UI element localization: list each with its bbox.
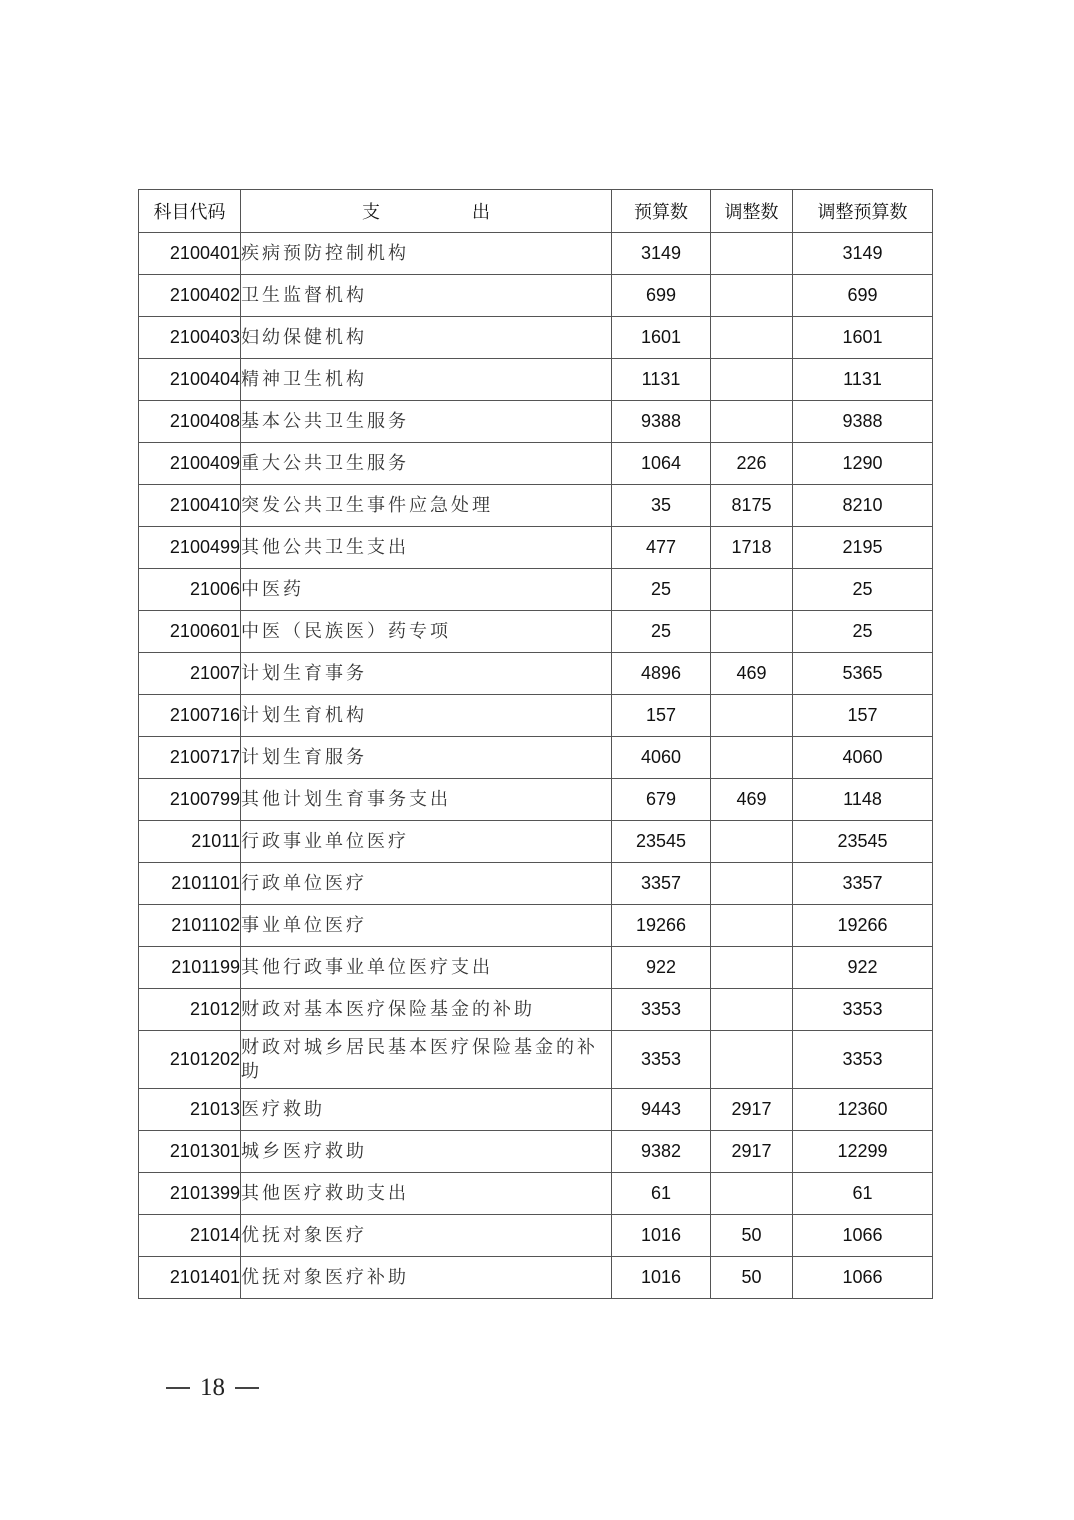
expense-name-cell: 卫生监督机构 [241, 275, 612, 317]
adjusted-budget-cell: 922 [793, 947, 933, 989]
budget-cell: 1064 [612, 443, 711, 485]
budget-cell: 23545 [612, 821, 711, 863]
adjusted-budget-cell: 1290 [793, 443, 933, 485]
table-row [139, 1215, 933, 1257]
table-row [139, 1173, 933, 1215]
header-adjusted-budget: 调整预算数 [793, 190, 933, 233]
adjustment-cell [711, 1031, 793, 1089]
expense-name-cell: 财政对城乡居民基本医疗保险基金的补助 [241, 1031, 612, 1089]
table-row [139, 611, 933, 653]
adjusted-budget-cell: 699 [793, 275, 933, 317]
table-row [139, 233, 933, 275]
expense-name-cell: 事业单位医疗 [241, 905, 612, 947]
adjustment-cell [711, 989, 793, 1031]
table-row [139, 443, 933, 485]
left-dash [166, 1387, 190, 1389]
page-number: 18 [200, 1374, 225, 1401]
code-cell: 21007 [139, 653, 241, 695]
adjustment-cell: 2917 [711, 1131, 793, 1173]
budget-cell: 922 [612, 947, 711, 989]
adjusted-budget-cell: 25 [793, 569, 933, 611]
table-row [139, 1257, 933, 1299]
table-row [139, 359, 933, 401]
table-row [139, 863, 933, 905]
code-cell: 2100601 [139, 611, 241, 653]
budget-cell: 9388 [612, 401, 711, 443]
budget-cell: 9443 [612, 1089, 711, 1131]
adjusted-budget-cell: 3149 [793, 233, 933, 275]
table-row [139, 1131, 933, 1173]
code-cell: 21014 [139, 1215, 241, 1257]
code-cell: 2101202 [139, 1031, 241, 1089]
adjustment-cell [711, 695, 793, 737]
right-dash [235, 1387, 259, 1389]
expense-name-cell: 财政对基本医疗保险基金的补助 [241, 989, 612, 1031]
budget-cell: 25 [612, 569, 711, 611]
budget-cell: 4896 [612, 653, 711, 695]
expense-name-cell: 城乡医疗救助 [241, 1131, 612, 1173]
expense-name-cell: 突发公共卫生事件应急处理 [241, 485, 612, 527]
expense-name-cell: 其他行政事业单位医疗支出 [241, 947, 612, 989]
adjusted-budget-cell: 5365 [793, 653, 933, 695]
adjustment-cell [711, 821, 793, 863]
expense-name-cell: 中医（民族医）药专项 [241, 611, 612, 653]
budget-cell: 19266 [612, 905, 711, 947]
budget-cell: 3357 [612, 863, 711, 905]
header-adjustment: 调整数 [711, 190, 793, 233]
table-row [139, 485, 933, 527]
expense-name-cell: 其他计划生育事务支出 [241, 779, 612, 821]
code-cell: 2100401 [139, 233, 241, 275]
budget-cell: 3353 [612, 1031, 711, 1089]
budget-cell: 9382 [612, 1131, 711, 1173]
budget-cell: 3149 [612, 233, 711, 275]
expense-name-cell: 疾病预防控制机构 [241, 233, 612, 275]
header-expense-char-2: 出 [472, 202, 490, 222]
code-cell: 2100408 [139, 401, 241, 443]
table-row [139, 905, 933, 947]
code-cell: 2101401 [139, 1257, 241, 1299]
adjusted-budget-cell: 23545 [793, 821, 933, 863]
budget-cell: 1016 [612, 1257, 711, 1299]
budget-cell: 477 [612, 527, 711, 569]
code-cell: 2100499 [139, 527, 241, 569]
adjusted-budget-cell: 3353 [793, 1031, 933, 1089]
adjustment-cell [711, 359, 793, 401]
adjustment-cell: 226 [711, 443, 793, 485]
table-header-row [139, 190, 933, 233]
budget-cell: 1131 [612, 359, 711, 401]
expense-name-cell: 优抚对象医疗补助 [241, 1257, 612, 1299]
adjustment-cell: 50 [711, 1215, 793, 1257]
code-cell: 21013 [139, 1089, 241, 1131]
adjustment-cell [711, 905, 793, 947]
adjusted-budget-cell: 3357 [793, 863, 933, 905]
adjustment-cell [711, 737, 793, 779]
header-expense [241, 190, 612, 233]
adjusted-budget-cell: 12360 [793, 1089, 933, 1131]
code-cell: 2100716 [139, 695, 241, 737]
page-footer [166, 1374, 259, 1402]
adjusted-budget-cell: 1131 [793, 359, 933, 401]
budget-cell: 35 [612, 485, 711, 527]
code-cell: 2100717 [139, 737, 241, 779]
budget-cell: 1016 [612, 1215, 711, 1257]
table-row [139, 1031, 933, 1089]
adjusted-budget-cell: 2195 [793, 527, 933, 569]
code-cell: 2100410 [139, 485, 241, 527]
expense-name-cell: 重大公共卫生服务 [241, 443, 612, 485]
expense-name-cell: 基本公共卫生服务 [241, 401, 612, 443]
adjusted-budget-cell: 19266 [793, 905, 933, 947]
adjusted-budget-cell: 1066 [793, 1215, 933, 1257]
code-cell: 2101102 [139, 905, 241, 947]
code-cell: 21006 [139, 569, 241, 611]
expense-name-cell: 优抚对象医疗 [241, 1215, 612, 1257]
expense-name-cell: 行政单位医疗 [241, 863, 612, 905]
adjusted-budget-cell: 157 [793, 695, 933, 737]
budget-cell: 61 [612, 1173, 711, 1215]
code-cell: 21012 [139, 989, 241, 1031]
header-code: 科目代码 [139, 190, 241, 233]
adjustment-cell [711, 611, 793, 653]
adjusted-budget-cell: 1148 [793, 779, 933, 821]
code-cell: 2100404 [139, 359, 241, 401]
expense-name-cell: 其他医疗救助支出 [241, 1173, 612, 1215]
expense-name-cell: 妇幼保健机构 [241, 317, 612, 359]
expense-name-cell: 其他公共卫生支出 [241, 527, 612, 569]
table-row [139, 317, 933, 359]
code-cell: 2101101 [139, 863, 241, 905]
expense-name-cell: 医疗救助 [241, 1089, 612, 1131]
header-expense-char-1: 支 [362, 202, 380, 222]
adjusted-budget-cell: 1066 [793, 1257, 933, 1299]
adjustment-cell [711, 1173, 793, 1215]
table-body [139, 233, 933, 1299]
adjusted-budget-cell: 12299 [793, 1131, 933, 1173]
code-cell: 2101301 [139, 1131, 241, 1173]
adjustment-cell [711, 275, 793, 317]
budget-cell: 679 [612, 779, 711, 821]
expense-name-cell: 计划生育机构 [241, 695, 612, 737]
table-row [139, 779, 933, 821]
adjustment-cell [711, 233, 793, 275]
adjustment-cell: 469 [711, 653, 793, 695]
adjustment-cell [711, 401, 793, 443]
code-cell: 2101399 [139, 1173, 241, 1215]
adjustment-cell [711, 947, 793, 989]
budget-cell: 1601 [612, 317, 711, 359]
adjustment-cell: 1718 [711, 527, 793, 569]
adjustment-cell [711, 863, 793, 905]
table-row [139, 569, 933, 611]
adjusted-budget-cell: 1601 [793, 317, 933, 359]
expense-name-cell: 计划生育事务 [241, 653, 612, 695]
code-cell: 2100402 [139, 275, 241, 317]
adjusted-budget-cell: 8210 [793, 485, 933, 527]
table-row [139, 737, 933, 779]
header-budget: 预算数 [612, 190, 711, 233]
adjustment-cell: 469 [711, 779, 793, 821]
budget-adjustment-table [138, 189, 933, 1299]
expense-name-cell: 中医药 [241, 569, 612, 611]
table-row [139, 989, 933, 1031]
adjusted-budget-cell: 4060 [793, 737, 933, 779]
table-row [139, 947, 933, 989]
adjustment-cell [711, 569, 793, 611]
table-row [139, 821, 933, 863]
adjustment-cell [711, 317, 793, 359]
adjusted-budget-cell: 25 [793, 611, 933, 653]
code-cell: 21011 [139, 821, 241, 863]
expense-name-cell: 精神卫生机构 [241, 359, 612, 401]
budget-cell: 25 [612, 611, 711, 653]
expense-name-cell: 计划生育服务 [241, 737, 612, 779]
table-row [139, 401, 933, 443]
adjustment-cell: 2917 [711, 1089, 793, 1131]
expense-name-cell: 行政事业单位医疗 [241, 821, 612, 863]
code-cell: 2100403 [139, 317, 241, 359]
table-row [139, 695, 933, 737]
budget-cell: 3353 [612, 989, 711, 1031]
budget-cell: 4060 [612, 737, 711, 779]
budget-cell: 699 [612, 275, 711, 317]
adjustment-cell: 50 [711, 1257, 793, 1299]
table-row [139, 275, 933, 317]
table-row [139, 527, 933, 569]
adjustment-cell: 8175 [711, 485, 793, 527]
adjusted-budget-cell: 3353 [793, 989, 933, 1031]
table-row [139, 653, 933, 695]
adjusted-budget-cell: 61 [793, 1173, 933, 1215]
table-row [139, 1089, 933, 1131]
code-cell: 2100409 [139, 443, 241, 485]
code-cell: 2101199 [139, 947, 241, 989]
code-cell: 2100799 [139, 779, 241, 821]
adjusted-budget-cell: 9388 [793, 401, 933, 443]
budget-cell: 157 [612, 695, 711, 737]
